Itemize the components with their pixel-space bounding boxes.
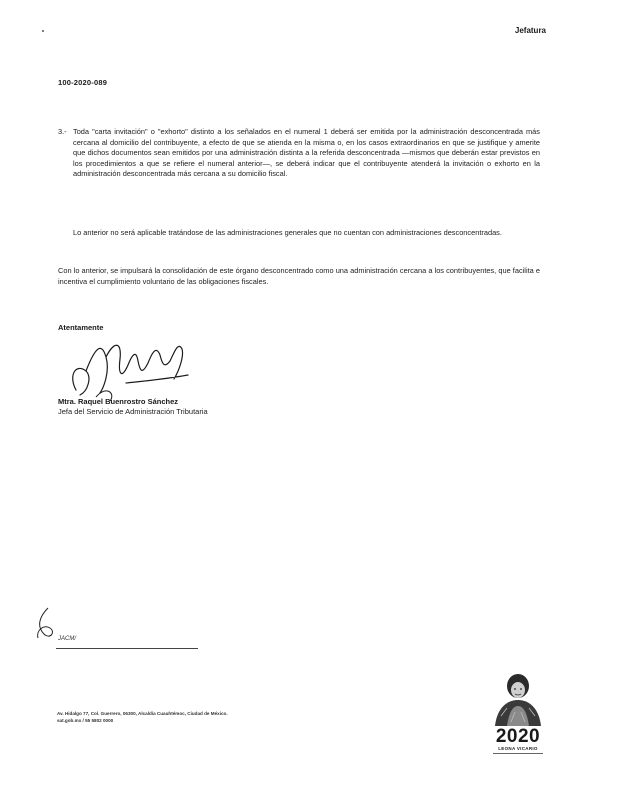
footer-address-line: Av. Hidalgo 77, Col. Guerrero, 06300, Alcaldía Cuauhtémoc, Ciudad de México.: [57, 711, 228, 716]
department-header: Jefatura: [514, 26, 546, 35]
logo-year: 2020: [495, 726, 541, 747]
initials-underline: [56, 648, 198, 649]
scan-speck: [42, 30, 44, 32]
logo-underline: [493, 753, 543, 754]
logo-caption: LEONA VICARIO: [498, 746, 538, 751]
leona-vicario-portrait-icon: [487, 672, 549, 726]
item-text: Toda "carta invitación" o "exhorto" distinto a los señalados en el numeral 1 deberá ser emitida por la administración desconcentrada más cercana al domicilio del contribuyente, a efecto de que se atienda en la misma o, en los casos extraordinarios en que se justifique y amerite que dichos documentos sean emitidos por una administración distinta a la referida desconcentrada —mismos que deberán estar previstos en los procedimientos a que se refiere el numeral anterior—, se deberá indicar que el contribuyente atenderá la invitación o exhorto en la administración desconcentrada más cercana a su domicilio fiscal.: [73, 127, 540, 179]
paragraph-exclusion: Lo anterior no será aplicable tratándose de las administraciones generales que no cuentan con administraciones desconcentradas.: [73, 228, 502, 237]
handwritten-signature: [66, 335, 196, 405]
reference-number: 100-2020-089: [58, 78, 108, 87]
initials-flourish: [30, 606, 60, 642]
footer-contact-line: sat.gob.mx / 55 5802 0000: [57, 717, 114, 723]
signer-title: Jefa del Servicio de Administración Tributaria: [58, 407, 208, 416]
initials-text: JACM/: [58, 636, 76, 642]
closing-salutation: Atentamente: [58, 323, 104, 332]
paragraph-item-3: [58, 127, 540, 180]
item-number: 3.-: [58, 127, 67, 136]
footer-address: [57, 711, 228, 724]
signer-name: Mtra. Raquel Buenrostro Sánchez: [58, 397, 179, 406]
paragraph-consolidation: Con lo anterior, se impulsará la consolidación de este órgano desconcentrado como una administración cercana a los contribuyentes, que facilita e incentiva el cumplimiento voluntario de las obligaciones fiscales.: [58, 266, 540, 286]
